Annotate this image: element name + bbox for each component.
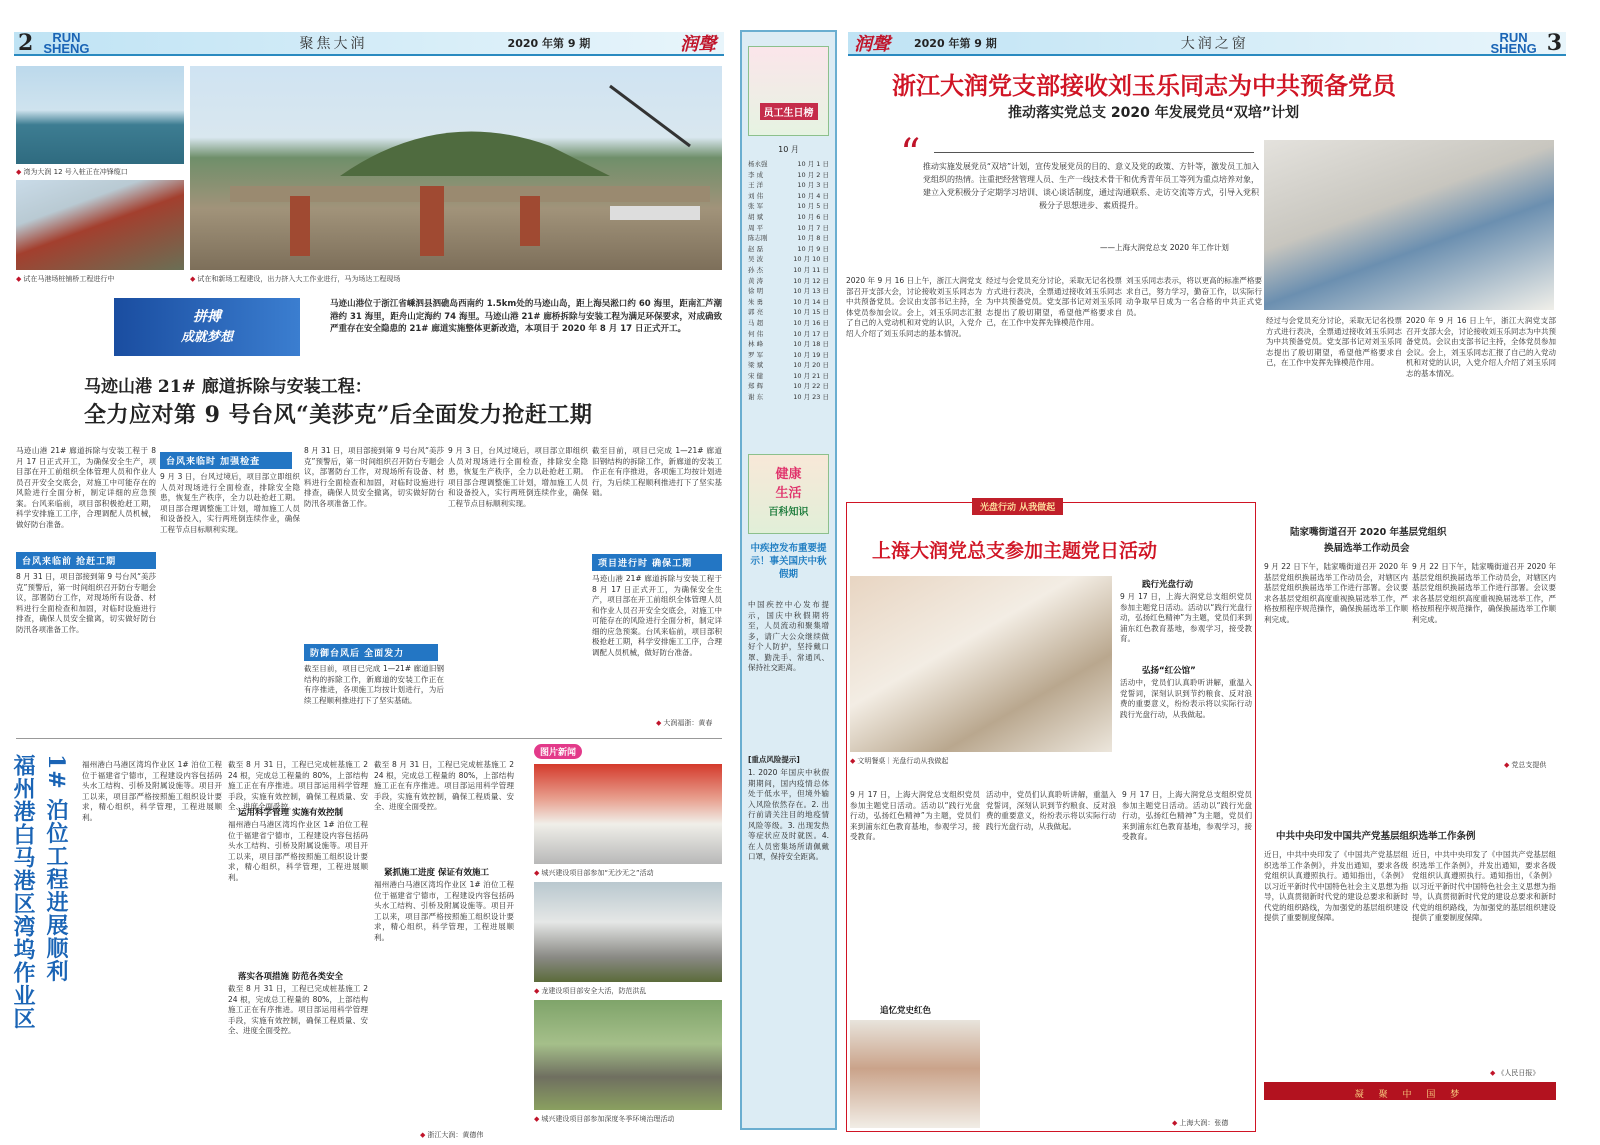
subhead: 防御台风后 全面发力	[304, 644, 438, 661]
photo-bridge-construction	[16, 180, 184, 270]
quote-source: ——上海大润党总支 2020 年工作计划	[1100, 243, 1229, 252]
birthday-name: 胡 斌	[748, 212, 764, 221]
birthday-date: 10 月 8 日	[797, 234, 829, 243]
article-body: 截至 8 月 31 日，工程已完成桩基施工 224 根，完成总工程量的 80%，上部结构施工正在有序推进。项目部运用科学管理手段，实施有效控制，确保工程质量、安全、进度全面受控。	[228, 760, 368, 811]
quote-rule	[934, 152, 1254, 153]
birthday-name: 郑 辉	[748, 382, 764, 391]
article-body: 截至 8 月 31 日，工程已完成桩基施工 224 根，完成总工程量的 80%，上部结构施工正在有序推进。项目部运用科学管理手段，实施有效控制，确保工程质量、安全、进度全面受控。	[228, 984, 368, 1035]
birthday-row	[742, 276, 835, 287]
birthday-row	[742, 265, 835, 276]
birthday-date: 10 月 11 日	[793, 265, 829, 274]
news3-title: 中共中央印发中国共产党基层组织选举工作条例	[1276, 831, 1476, 842]
article-body: 2020 年 9 月 16 日上午，浙江大润党支部召开支部大会，讨论接收刘玉乐同志为中共预备党员。会议由支部书记主持，全体党员参加会议。会上，刘玉乐同志汇报了自己的入党动机和对党的认识，入党介绍人介绍了刘玉乐同志的基本情况。	[1406, 316, 1556, 378]
birthday-name: 李 成	[748, 170, 764, 179]
birthday-row	[742, 180, 835, 191]
news2-body: 9 月 22 日下午，陆家嘴街道召开 2020 年基层党组织换届选举工作动员会，对辖区内基层党组织换届选举工作进行部署。会议要求各基层党组织高度重视换届选举工作，严格按照程序规范操作，确保换届选举工作顺利完成。	[1412, 562, 1556, 624]
news2-title-line2: 换届选举工作动员会	[1324, 543, 1410, 554]
article-body: 截至 8 月 31 日，工程已完成桩基施工 224 根，完成总工程量的 80%，上部结构施工正在有序推进。项目部运用科学管理手段，实施有效控制，确保工程质量、安全、进度全面受控。	[374, 760, 514, 811]
photo-caption: ◆ 龙建设项目部安全大活，防范洪乱	[534, 986, 646, 996]
birthday-name: 宋 健	[748, 371, 764, 380]
health-headline: 中疾控发布重要提示！事关国庆中秋假期	[750, 543, 827, 580]
birthday-row	[742, 233, 835, 244]
birthday-date: 10 月 13 日	[793, 287, 829, 296]
subhead: 项目进行时 确保工期	[592, 554, 722, 571]
birthday-date: 10 月 12 日	[793, 276, 829, 285]
birthday-date: 10 月 19 日	[793, 350, 829, 359]
birthday-date: 10 月 17 日	[793, 329, 829, 338]
birthday-row	[742, 254, 835, 265]
event-body: 9 月 17 日，上海大润党总支组织党员参加主题党日活动。活动以“践行光盘行动，弘扬红色精神”为主题，党员们来到浦东红色教育基地，参观学习，接受教育。	[1120, 592, 1252, 643]
birthday-name: 何 伟	[748, 329, 764, 338]
news-photo-group	[534, 764, 722, 864]
page-number: 2	[18, 30, 34, 56]
main-subheadline: 推动落实党总支 2020 年发展党员“双培”计划	[1008, 105, 1300, 121]
birthday-name: 林 峰	[748, 340, 764, 349]
birthday-name: 陈志刚	[748, 234, 768, 243]
birthday-row	[742, 318, 835, 329]
birthday-name: 刘 伟	[748, 191, 764, 200]
event-body: 9 月 17 日，上海大润党总支组织党员参加主题党日活动。活动以“践行光盘行动，弘扬红色精神”为主题，党员们来到浦东红色教育基地，参观学习，接受教育。	[1122, 790, 1252, 841]
birthday-date: 10 月 6 日	[797, 212, 829, 221]
article-body: 8 月 31 日，项目部接到第 9 号台风“美莎克”预警后，第一时间组织召开防台专题会议，部署防台工作，对现场所有设备、材料进行全面检查和加固，对临时设施进行排查，确保人员安全撤离，切实做好防台防汛各项准备工作。	[16, 572, 156, 634]
footer-slogan-bar: 凝 聚 中 国 梦	[1264, 1082, 1556, 1100]
birthday-row	[742, 212, 835, 223]
picture-news-badge: 图片新闻	[534, 744, 582, 759]
birthday-name: 孙 杰	[748, 265, 764, 274]
photo-party-meeting	[1264, 140, 1554, 310]
subhead: 运用科学管理 实施有效控制	[238, 808, 343, 818]
birthday-row	[742, 329, 835, 340]
article-body: 福州港白马港区湾坞作业区 1# 泊位工程位于福建省宁德市，工程建设内容包括码头水工结构、引桥及附属设施等。项目开工以来，项目部严格按照施工组织设计要求，精心组织，科学管理，工程进展顺利。	[228, 820, 368, 882]
subhead: 台风来临时 加强检查	[160, 452, 292, 469]
photo-harbor-crane	[16, 66, 184, 164]
article-body: 9 月 3 日，台风过境后，项目部立即组织人员对现场进行全面检查，排除安全隐患，恢复生产秩序，全力以赴抢赶工期。项目部合理调整施工计划，增加施工人员和设备投入，实行两班倒连续作业，确保工程节点目标顺利实现。	[448, 446, 588, 508]
news2-title-line1: 陆家嘴街道召开 2020 年基层党组织	[1290, 527, 1447, 538]
article-byline: ◆ 浙江大润：黄德伟	[420, 1130, 483, 1140]
birthday-date: 10 月 5 日	[797, 202, 829, 211]
left-page	[0, 0, 738, 1145]
birthday-row	[742, 297, 835, 308]
motto-banner: 拼搏 成就梦想	[114, 298, 300, 356]
birthday-name: 吴 波	[748, 255, 764, 264]
birthday-date: 10 月 7 日	[797, 223, 829, 232]
birthday-name: 黄 涛	[748, 276, 764, 285]
birthday-date: 10 月 3 日	[797, 181, 829, 190]
article-byline: ◆ 上海大润：张德	[1172, 1118, 1228, 1128]
birthday-date: 10 月 16 日	[793, 318, 829, 327]
news3-body: 近日，中共中央印发了《中国共产党基层组织选举工作条例》，并发出通知，要求各级党组织认真遵照执行。通知指出，《条例》以习近平新时代中国特色社会主义思想为指导，认真贯彻新时代党的建设总要求和新时代党的组织路线，为加强党的基层组织建设提供了重要制度保障。	[1264, 850, 1408, 922]
birthday-name: 杨永强	[748, 160, 768, 168]
birthday-row	[742, 223, 835, 234]
birthday-date: 10 月 9 日	[797, 244, 829, 253]
birthday-name: 郭 亮	[748, 308, 764, 317]
article-body: 截至目前，项目已完成 1—21# 廊道旧钢结构的拆除工作，新廊道的安装工作正在有序推进，各项施工均按计划进行，为后续工程顺利推进打下了坚实基础。	[304, 664, 444, 705]
article-kicker: 马迹山港 21# 廊道拆除与安装工程：	[84, 377, 372, 397]
event-headline: 上海大润党总支参加主题党日活动	[872, 540, 1158, 562]
article-headline: 全力应对第 9 号台风“美莎克”后全面发力抢赶工期	[84, 402, 593, 428]
birthday-row	[742, 350, 835, 361]
birthday-date: 10 月 2 日	[797, 170, 829, 179]
photo-caption: ◆ 湾为大润 12 号入桩正在冲锋缆口	[16, 167, 128, 177]
article-body: 福州港白马港区湾坞作业区 1# 泊位工程位于福建省宁德市，工程建设内容包括码头水工结构、引桥及附属设施等。项目开工以来，项目部严格按照施工组织设计要求，精心组织，科学管理，工程进展顺利。	[374, 880, 514, 942]
subhead: 紧抓施工进度 保证有效施工	[384, 868, 489, 878]
birthday-name: 罗 军	[748, 350, 764, 359]
birthday-date: 10 月 23 日	[793, 393, 829, 402]
article-body: 马迹山港 21# 廊道拆除与安装工程于 8 月 17 日正式开工，为确保安全生产，项目部在开工前组织全体管理人员和作业人员召开安全交底会，对施工中可能存在的风险进行全面分析，制定详细的应急预案。台风来临前，项目部积极抢赶工期，科学安排施工工序，合理调配人员机械，做好防台准备。	[592, 574, 722, 657]
subhead: 践行光盘行动	[1142, 580, 1194, 590]
tips-body: 1. 2020 年国庆中秋假期期间，国内疫情总体处于低水平，但境外输入风险依然存在。2. 出行前请关注目的地疫情风险等级。3. 出现发热等症状应及时就医。4. 在人员密集场所请佩戴口罩，保持安全距离。	[748, 768, 829, 861]
photo-lecture-hall	[850, 1020, 980, 1128]
health-card: 健康 生活 百科知识	[748, 454, 829, 534]
birthday-date: 10 月 14 日	[793, 297, 829, 306]
brand-logo: 润聲	[680, 34, 716, 55]
article-body: 马迹山港 21# 廊道拆除与安装工程于 8 月 17 日正式开工，为确保安全生产，项目部在开工前组织全体管理人员和作业人员召开安全交底会，对施工中可能存在的风险进行全面分析，制定详细的应急预案。台风来临前，项目部积极抢赶工期，科学安排施工工序，合理调配人员机械，做好防台准备。	[16, 446, 156, 529]
birthday-row	[742, 339, 835, 350]
birthday-date: 10 月 15 日	[793, 308, 829, 317]
subhead: 落实各项措施 防范各类安全	[238, 972, 343, 982]
subhead: 追忆党史红色	[880, 1006, 932, 1016]
birthday-row	[742, 286, 835, 297]
vertical-title: 1# 泊位工程进展顺利 福州港白马港区湾坞作业区	[10, 754, 69, 1030]
event-body: 活动中，党员们认真聆听讲解，重温入党誓词，深刻认识到节约粮食、反对浪费的重要意义，纷纷表示将以实际行动践行光盘行动，从我做起。	[1120, 678, 1252, 719]
article-body: 经过与会党员充分讨论，采取无记名投票方式进行表决，全票通过接收刘玉乐同志为中共预备党员。党支部书记对刘玉乐同志提出了殷切期望，希望他严格要求自己，在工作中发挥先锋模范作用。	[986, 276, 1122, 327]
article-byline: ◆ 大润福浙：黄春	[656, 718, 712, 728]
birthday-date: 10 月 22 日	[793, 382, 829, 391]
main-headline: 浙江大润党支部接收刘玉乐同志为中共预备党员	[892, 71, 1396, 100]
article-body: 经过与会党员充分讨论，采取无记名投票方式进行表决，全票通过接收刘玉乐同志为中共预备党员。党支部书记对刘玉乐同志提出了殷切期望，希望他严格要求自己，在工作中发挥先锋模范作用。	[1266, 316, 1402, 367]
birthday-row	[742, 307, 835, 318]
birthday-row	[742, 371, 835, 382]
birthday-list	[742, 159, 835, 403]
event-banner: 光盘行动 从我做起	[972, 498, 1063, 515]
page-number: 3	[1546, 30, 1562, 56]
intro-paragraph: 马迹山港位于浙江省嵊泗县泗礁岛西南约 1.5km处的马迹山岛，距上海吴淞口约 60 海里，距南汇芦潮港约 31 海里，距舟山定海约 74 海里。马迹山港 21# 廊桥拆除与安装工程为满足环保要求，对成确致严重存在安全隐患的 21# 廊道实施整体更新改造，本项目于 2020 年 8 月 17 日正式开工。	[330, 299, 722, 334]
birthday-date: 10 月 1 日	[797, 160, 829, 168]
birthday-row	[742, 360, 835, 371]
article-body: 刘玉乐同志表示，将以更高的标准严格要求自己，努力学习，勤奋工作，以实际行动争取早日成为一名合格的中共正式党员。	[1126, 276, 1262, 317]
photo-caption: ◆ 城兴建设项目部参加深度冬季环境治理活动	[534, 1114, 674, 1124]
photo-caption: ◆ 试在马港场桩铺桥工程进行中	[16, 274, 114, 284]
birthday-row	[742, 170, 835, 181]
event-body: 活动中，党员们认真聆听讲解，重温入党誓词，深刻认识到节约粮食、反对浪费的重要意义，纷纷表示将以实际行动践行光盘行动，从我做起。	[986, 790, 1116, 831]
birthday-name: 梁 斌	[748, 361, 764, 370]
birthday-title: 员工生日榜	[760, 103, 818, 120]
birthday-month: 10 月	[778, 145, 799, 154]
runsheng-logo: RUN SHENG	[43, 30, 90, 56]
news3-body: 近日，中共中央印发了《中国共产党基层组织选举工作条例》，并发出通知，要求各级党组织认真遵照执行。通知指出，《条例》以习近平新时代中国特色社会主义思想为指导，认真贯彻新时代党的建设总要求和新时代党的组织路线，为加强党的基层组织建设提供了重要制度保障。	[1412, 850, 1556, 922]
right-page-header	[848, 32, 1566, 56]
left-page-header	[14, 32, 724, 56]
birthday-name: 朱 勇	[748, 297, 764, 306]
article-body: 8 月 31 日，项目部接到第 9 号台风“美莎克”预警后，第一时间组织召开防台专题会议，部署防台工作，对现场所有设备、材料进行全面检查和加固，对临时设施进行排查，确保人员安全撤离，切实做好防台防汛各项准备工作。	[304, 446, 444, 508]
harbor-illustration	[190, 66, 722, 270]
health-body: 中国疾控中心发布提示，国庆中秋假期将至，人员流动和聚集增多，请广大公众继续做好个人防护，坚持戴口罩、勤洗手、常通风、保持社交距离。	[748, 600, 829, 672]
subhead: 台风来临前 抢赶工期	[16, 552, 156, 569]
birthday-row	[742, 381, 835, 392]
photo-caption: ◆ 试在和新场工程建设，出力挤入大工作业进行，马为场达工程现场	[190, 274, 400, 284]
issue-label: 2020 年第 9 期	[507, 37, 591, 50]
middle-column	[740, 30, 837, 1130]
subhead: 弘扬“红公馆”	[1142, 666, 1196, 676]
photo-caption: ◆ 文明餐桌｜光盘行动从我做起	[850, 756, 948, 766]
birthday-date: 10 月 21 日	[793, 371, 829, 380]
event-body: 9 月 17 日，上海大润党总支组织党员参加主题党日活动。活动以“践行光盘行动，弘扬红色精神”为主题，党员们来到浦东红色教育基地，参观学习，接受教育。	[850, 790, 980, 841]
birthday-date: 10 月 20 日	[793, 361, 829, 370]
birthday-date: 10 月 10 日	[793, 255, 829, 264]
birthday-name: 王 洋	[748, 181, 764, 190]
article-body: 截至目前，项目已完成 1—21# 廊道旧钢结构的拆除工作，新廊道的安装工作正在有序推进，各项施工均按计划进行，为后续工程顺利推进打下了坚实基础。	[592, 446, 722, 497]
birthday-name: 赵 磊	[748, 244, 764, 253]
news2-body: 9 月 22 日下午，陆家嘴街道召开 2020 年基层党组织换届选举工作动员会，对辖区内基层党组织换届选举工作进行部署。会议要求各基层党组织高度重视换届选举工作，严格按照程序规范操作，确保换届选举工作顺利完成。	[1264, 562, 1408, 624]
article-body: 9 月 3 日，台风过境后，项目部立即组织人员对现场进行全面检查，排除安全隐患，恢复生产秩序，全力以赴抢赶工期。项目部合理调整施工计划，增加施工人员和设备投入，实行两班倒连续作业，确保工程节点目标顺利实现。	[160, 472, 300, 534]
birthday-card	[748, 46, 829, 136]
news2-byline: ◆ 党总支提供	[1504, 760, 1546, 770]
divider	[16, 738, 722, 739]
birthday-row	[742, 244, 835, 255]
birthday-date: 10 月 18 日	[793, 340, 829, 349]
birthday-row	[742, 159, 835, 170]
birthday-name: 谢 东	[748, 393, 764, 402]
news3-byline: ◆ 《人民日报》	[1490, 1068, 1539, 1078]
photo-main-harbor	[190, 66, 722, 270]
birthday-name: 徐 明	[748, 287, 764, 296]
tips-title: [重点风险提示]	[748, 755, 800, 764]
photo-dinner-event	[850, 576, 1112, 752]
birthday-name: 周 平	[748, 223, 764, 232]
photo-caption: ◆ 城兴建设项目部参加“无沙无之”活动	[534, 868, 654, 878]
birthday-date: 10 月 4 日	[797, 191, 829, 200]
issue-label: 2020 年第 9 期	[914, 37, 997, 50]
news-photo-truck	[534, 882, 722, 982]
birthday-row	[742, 392, 835, 403]
article-body: 2020 年 9 月 16 日上午，浙江大润党支部召开支部大会，讨论接收刘玉乐同志为中共预备党员。会议由支部书记主持，全体党员参加会议。会上，刘玉乐同志汇报了自己的入党动机和对党的认识，入党介绍人介绍了刘玉乐同志的基本情况。	[846, 276, 982, 338]
work-plan-quote: 推动实施发展党员“双培”计划，宣传发展党员的目的、意义及党的政策、方针等，激发员工加入党组织的热情。注重把经营管理人员、生产一线技术骨干和优秀青年员工等列为重点培养对象，建立入党积极分子定期学习培训、谈心谈话制度，通过沟通联系、走访交流等方式，引导入党积极分子思想进步、素质提升。	[922, 162, 1260, 210]
article-body: 福州港白马港区湾坞作业区 1# 泊位工程位于福建省宁德市，工程建设内容包括码头水工结构、引桥及附属设施等。项目开工以来，项目部严格按照施工组织设计要求，精心组织，科学管理，工程进展顺利。	[82, 760, 222, 822]
birthday-name: 马 超	[748, 318, 764, 327]
section-title: 聚焦大润	[299, 36, 368, 52]
runsheng-logo: RUN SHENG	[1490, 30, 1537, 56]
birthday-row	[742, 191, 835, 202]
brand-logo: 润聲	[854, 34, 890, 55]
birthday-name: 张 军	[748, 202, 764, 211]
right-page	[840, 0, 1600, 1145]
news-photo-field	[534, 1000, 722, 1110]
birthday-row	[742, 201, 835, 212]
quote-mark: “	[900, 131, 921, 177]
section-title: 大润之窗	[1180, 36, 1249, 52]
